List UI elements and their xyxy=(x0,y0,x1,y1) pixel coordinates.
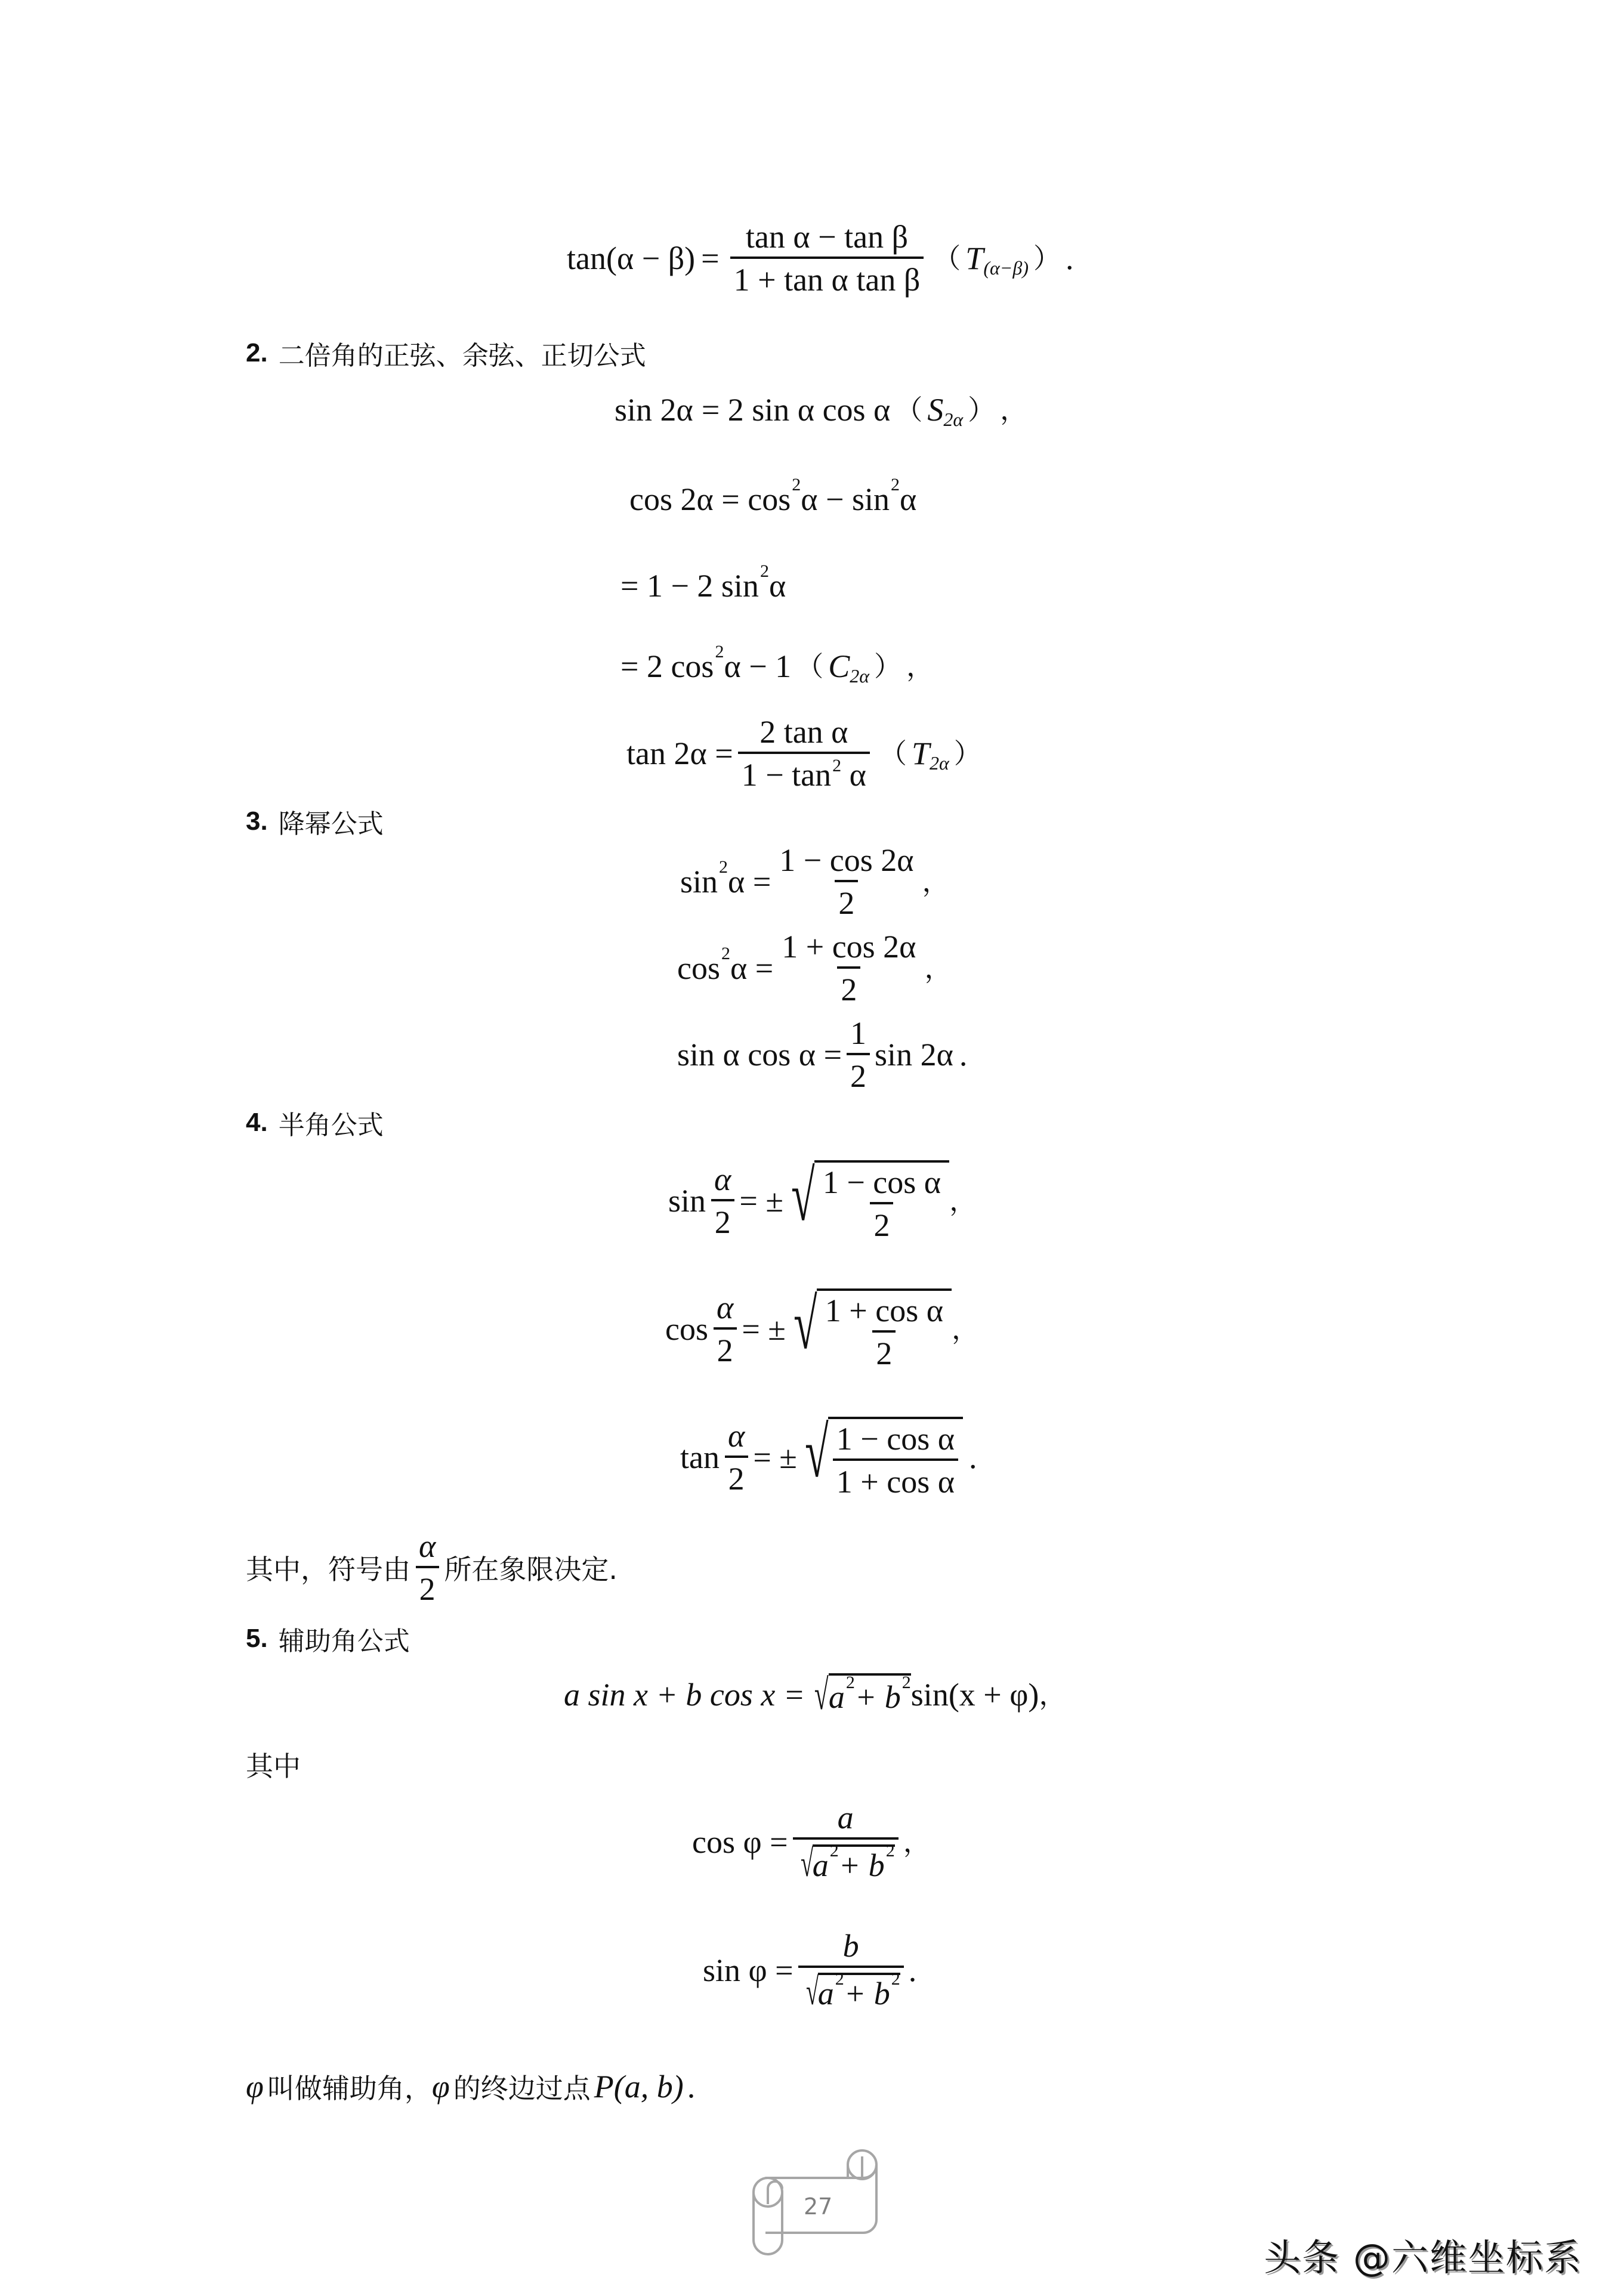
formula-text: + b xyxy=(844,1976,890,2011)
tag-letter: T xyxy=(911,736,930,771)
square-root xyxy=(802,1969,900,2013)
plus-minus: = ± xyxy=(739,1183,783,1219)
page-number: 27 xyxy=(804,2193,833,2220)
formula-lhs: tan(α − β) xyxy=(567,240,696,276)
section-title: 二倍角的正弦、余弦、正切公式 xyxy=(278,341,646,371)
tag-letter: T xyxy=(965,240,984,276)
half-angle-fraction xyxy=(711,1163,734,1238)
formula-sin-squared xyxy=(680,844,950,919)
denominator: 1 + tan α tan β xyxy=(730,257,924,296)
fraction xyxy=(730,221,924,296)
comma: ， xyxy=(952,1313,980,1345)
denominator: 1 + cos α xyxy=(833,1458,958,1498)
formula-cos-phi xyxy=(692,1801,931,1883)
formula-lhs: sin α cos α = xyxy=(677,1037,842,1073)
tag-close: ） xyxy=(874,650,902,682)
numerator: α xyxy=(419,1528,436,1564)
formula-text: α − 1 xyxy=(724,648,792,684)
formula-half-angle-sin xyxy=(668,1156,977,1243)
tag-letter: C xyxy=(828,648,850,684)
half-angle-fraction xyxy=(724,1420,748,1495)
comma: ， xyxy=(903,1826,931,1858)
superscript: 2 xyxy=(845,1673,855,1692)
tag-close: ） xyxy=(953,737,981,770)
formula-lhs: tan 2α = xyxy=(626,736,733,771)
radical-icon: √ xyxy=(794,1284,817,1364)
formula-text: + b xyxy=(838,1847,885,1883)
formula-text: a xyxy=(817,1976,834,2011)
formula-lhs: sin 2α xyxy=(615,392,693,428)
square-root xyxy=(797,1413,963,1500)
fraction xyxy=(847,1017,870,1092)
section-title: 半角公式 xyxy=(278,1110,384,1141)
formula-cos-2a-line2 xyxy=(620,561,786,604)
superscript: 2 xyxy=(891,1969,900,1989)
fraction xyxy=(415,1530,439,1605)
tag-subscript: 2α xyxy=(943,409,964,430)
fraction xyxy=(776,844,917,919)
denominator: 2 xyxy=(835,880,858,919)
formula-cos-squared xyxy=(677,931,952,1006)
tag-open: （ xyxy=(879,737,907,770)
point-label: P(a, b) xyxy=(594,2069,684,2105)
note-text: 所在象限决定. xyxy=(444,1553,618,1586)
period: . xyxy=(959,1037,968,1073)
radical-icon: √ xyxy=(805,1970,819,2013)
tag-subscript: (α−β) xyxy=(983,257,1029,279)
superscript: 2 xyxy=(715,642,724,662)
square-root xyxy=(796,1841,895,1884)
tag-close: ） xyxy=(968,394,996,426)
denominator: 2 xyxy=(714,1327,737,1367)
comma: ， xyxy=(924,952,952,984)
section-number: 5. xyxy=(246,1624,268,1653)
equals-sign: = xyxy=(701,240,720,276)
where-label: 其中 xyxy=(246,1750,301,1782)
tag-subscript: 2α xyxy=(930,752,949,774)
formula-text: a xyxy=(828,1679,845,1715)
numerator: 1 − cos 2α xyxy=(779,842,914,878)
formula-sin-cos-product xyxy=(677,1017,967,1092)
period: . xyxy=(969,1439,977,1475)
denominator: 2 xyxy=(725,1456,748,1495)
formula-rhs: sin(x + φ) xyxy=(910,1677,1039,1713)
tag-close: ） xyxy=(1033,242,1061,274)
phi-symbol: φ xyxy=(246,2069,264,2105)
tag-open: （ xyxy=(933,242,961,274)
tag-open: （ xyxy=(796,650,824,682)
fraction xyxy=(822,1294,947,1370)
section-heading-4 xyxy=(246,1104,384,1142)
fraction xyxy=(738,716,870,791)
radical-icon: √ xyxy=(814,1671,829,1719)
formula-sin-2a xyxy=(615,392,1028,430)
plus-minus: = ± xyxy=(753,1439,797,1475)
superscript: 2 xyxy=(885,1841,895,1861)
formula-text: = 2 cos xyxy=(620,648,714,684)
note-text: 其中，符号由 xyxy=(246,1553,410,1586)
formula-half-angle-tan xyxy=(680,1413,977,1500)
formula-text: cos xyxy=(677,950,720,986)
denominator: 2 xyxy=(711,1199,734,1238)
superscript: 2 xyxy=(835,1969,844,1989)
numerator: tan α − tan β xyxy=(745,219,909,255)
comma: ， xyxy=(906,650,934,682)
formula-text: cos 2α = cos xyxy=(629,481,791,517)
radical-icon: √ xyxy=(800,1842,813,1884)
formula-text: a xyxy=(812,1847,829,1883)
formula-sin-phi xyxy=(703,1930,916,2011)
formula-text: α xyxy=(768,568,786,604)
numerator: b xyxy=(842,1928,859,1964)
numerator: 1 − cos α xyxy=(822,1164,941,1200)
comma: ， xyxy=(1039,1679,1067,1711)
square-root xyxy=(810,1671,911,1719)
tag-open: （ xyxy=(895,394,923,426)
fraction xyxy=(793,1801,899,1883)
numerator: α xyxy=(714,1161,731,1197)
numerator: α xyxy=(727,1418,745,1454)
denominator xyxy=(738,752,870,791)
comma: ， xyxy=(949,1185,977,1217)
denominator: 2 xyxy=(847,1053,870,1092)
section-number: 4. xyxy=(246,1108,268,1137)
superscript: 2 xyxy=(829,1841,839,1861)
section-number: 3. xyxy=(246,806,268,836)
superscript: 2 xyxy=(719,857,728,877)
numerator: a xyxy=(837,1800,854,1835)
denominator xyxy=(793,1837,899,1883)
half-angle-sign-note xyxy=(246,1530,618,1605)
numerator: 1 + cos 2α xyxy=(782,929,916,965)
formula-rhs: = 2 sin α cos α xyxy=(701,392,891,428)
formula-tan-2a xyxy=(626,716,986,791)
superscript: 2 xyxy=(759,561,769,581)
plus-minus: = ± xyxy=(742,1311,786,1347)
fraction xyxy=(833,1423,958,1498)
formula-half-angle-cos xyxy=(665,1284,980,1371)
period: . xyxy=(908,1952,917,1988)
denominator: 2 xyxy=(837,966,860,1006)
page-number-scroll xyxy=(737,2139,898,2258)
formula-lhs: sin φ = xyxy=(703,1952,794,1988)
superscript: 2 xyxy=(792,475,801,495)
superscript: 2 xyxy=(901,1673,911,1692)
half-angle-fraction xyxy=(713,1291,737,1367)
period: . xyxy=(687,2069,696,2105)
comma: ， xyxy=(1000,394,1028,426)
denominator: 2 xyxy=(416,1566,439,1605)
formula-text: α xyxy=(899,481,917,517)
denominator: 2 xyxy=(872,1330,896,1370)
formula-lhs: cos φ = xyxy=(692,1824,788,1860)
watermark: 头条 @六维坐标系 xyxy=(1264,2236,1582,2279)
formula-auxiliary-angle xyxy=(564,1671,1067,1719)
formula-text: = 1 − 2 sin xyxy=(620,568,759,604)
section-title: 辅助角公式 xyxy=(278,1626,410,1657)
square-root xyxy=(783,1156,949,1243)
radical-icon: √ xyxy=(805,1413,829,1492)
section-heading-2 xyxy=(246,334,646,372)
formula-text: α − sin xyxy=(801,481,890,517)
superscript: 2 xyxy=(721,944,730,963)
function-name: cos xyxy=(665,1311,708,1347)
formula-text: sin xyxy=(680,864,718,900)
formula-cos-2a-line1 xyxy=(629,475,917,517)
period: . xyxy=(1065,240,1074,276)
formula-cos-2a-line3 xyxy=(620,642,934,687)
formula-text: α = xyxy=(728,864,771,900)
formula-text: α xyxy=(841,757,866,793)
phi-symbol: φ xyxy=(431,2069,450,2105)
formula-tan-difference xyxy=(567,221,1073,296)
tag-letter: S xyxy=(927,392,944,428)
denominator: 2 xyxy=(870,1202,893,1241)
numerator: α xyxy=(716,1290,734,1325)
auxiliary-angle-conclusion xyxy=(246,2067,695,2106)
numerator: 1 xyxy=(850,1015,867,1051)
tag-subscript: 2α xyxy=(850,665,870,687)
denominator xyxy=(798,1966,904,2011)
formula-text: 1 − tan xyxy=(741,757,832,793)
conclusion-text: 叫做辅助角， xyxy=(267,2072,432,2105)
superscript: 2 xyxy=(832,756,842,775)
fraction xyxy=(798,1930,904,2011)
formula-lhs: a sin x + b cos x = xyxy=(564,1677,805,1713)
fraction xyxy=(819,1166,944,1241)
formula-text: α = xyxy=(730,950,774,986)
superscript: 2 xyxy=(890,475,900,495)
square-root xyxy=(786,1284,952,1371)
section-heading-3 xyxy=(246,802,384,840)
conclusion-text: 的终边过点 xyxy=(453,2072,591,2105)
fraction xyxy=(778,931,919,1006)
numerator: 1 + cos α xyxy=(825,1293,944,1328)
numerator: 1 − cos α xyxy=(836,1421,955,1457)
function-name: tan xyxy=(680,1439,720,1475)
numerator: 2 tan α xyxy=(759,714,848,750)
formula-rhs: sin 2α xyxy=(875,1037,953,1073)
section-title: 降幂公式 xyxy=(278,809,384,839)
radical-icon: √ xyxy=(791,1156,815,1235)
section-heading-5 xyxy=(246,1620,410,1658)
section-number: 2. xyxy=(246,338,268,367)
function-name: sin xyxy=(668,1183,706,1219)
comma: ， xyxy=(922,866,950,898)
formula-text: + b xyxy=(854,1679,901,1715)
